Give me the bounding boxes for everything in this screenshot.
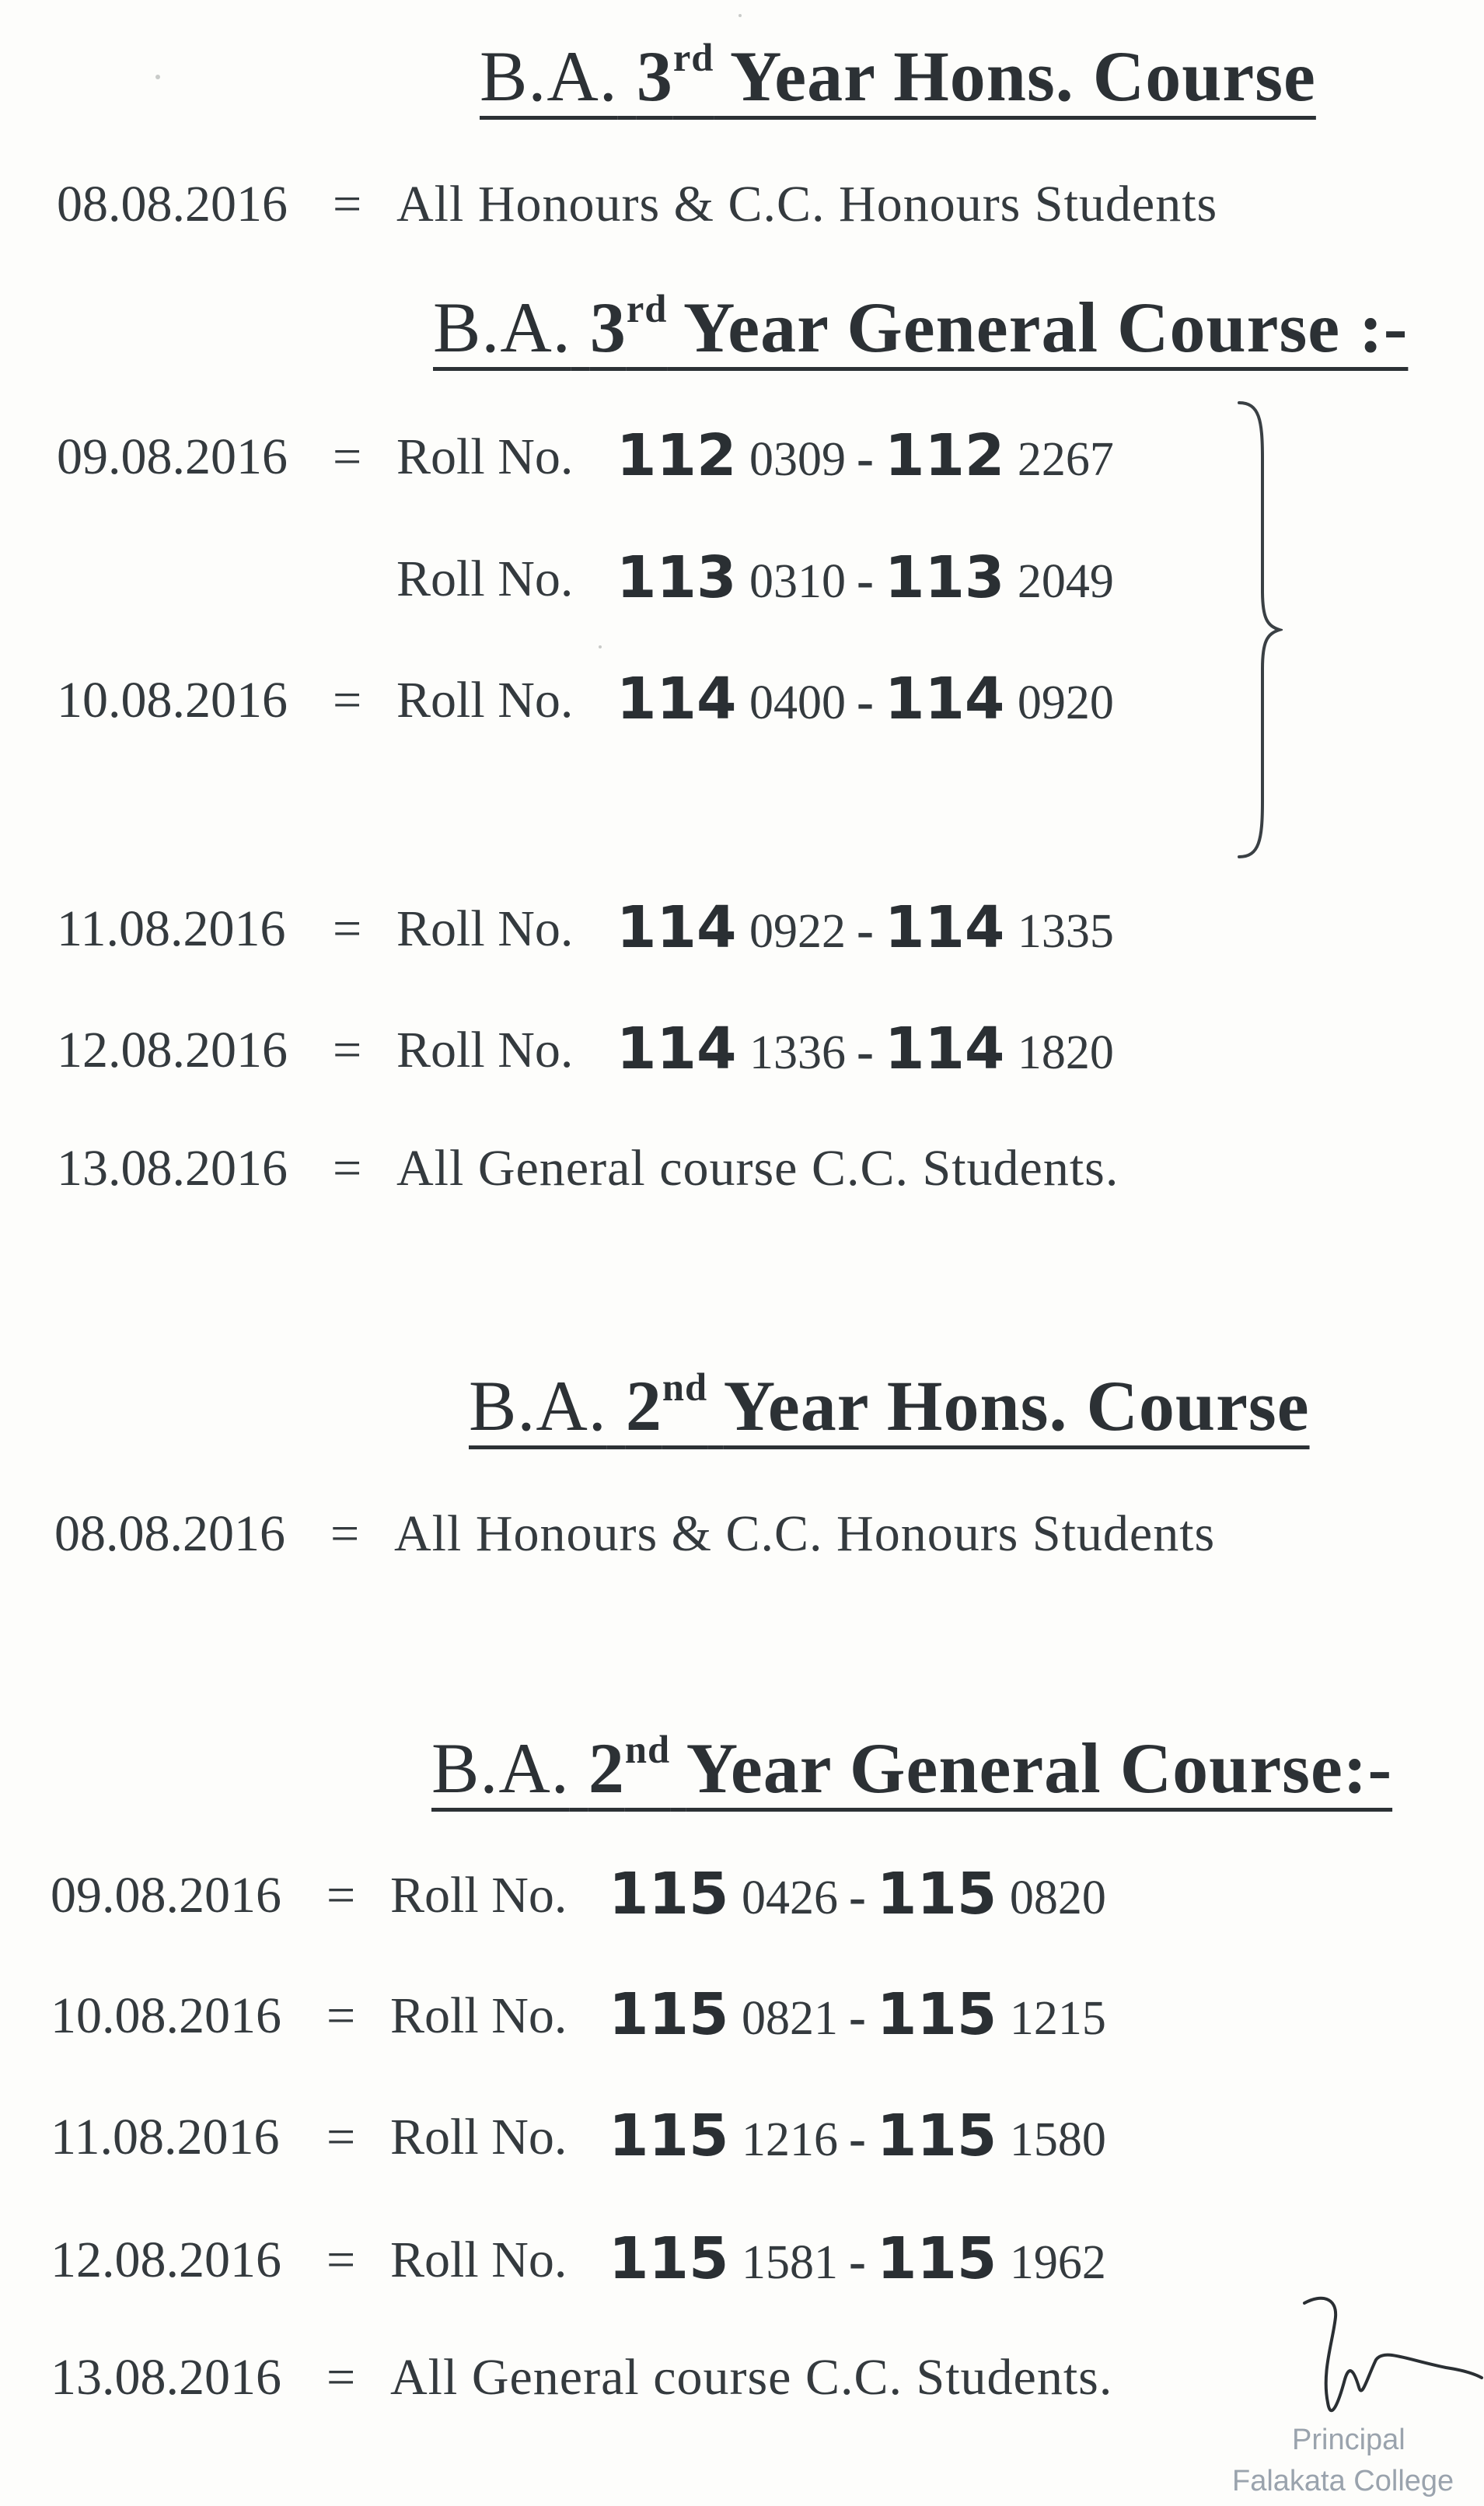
roll-range [609,1981,1106,2048]
roll-to-num: 0820 [1009,1872,1106,1924]
roll-range [609,1861,1106,1928]
row-date: 08.08.2016 [54,1505,285,1562]
heading-year-sup: rd [626,287,668,331]
roll-to-prefix: 114 [884,666,1005,732]
heading-year-num: 3 [636,37,673,116]
row-description: All Honours & C.C. Honours Students [394,1505,1216,1562]
scan-speck [599,645,602,648]
heading-prefix: B.A. [431,1728,570,1808]
roll-from-prefix: 115 [609,2225,729,2292]
roll-from-num: 1216 [741,2113,838,2166]
roll-to-num: 1335 [1017,905,1114,958]
roll-range [609,2225,1106,2292]
row-date: 13.08.2016 [57,1140,288,1197]
roll-to-prefix: 114 [884,894,1005,961]
roll-from-prefix: 114 [616,666,737,732]
roll-dash: - [856,552,874,609]
roll-to-prefix: 115 [876,1861,997,1928]
row-equals: = [333,672,362,729]
stamp-org: Falakata College [1232,2465,1454,2497]
row-date: 09.08.2016 [51,1867,281,1924]
roll-to-num: 1215 [1009,1992,1106,2045]
roll-from-num: 1336 [749,1026,846,1079]
roll-from-prefix: 112 [616,422,737,489]
heading-rest: Year Hons. Course [730,37,1316,116]
roll-range [616,1015,1114,1082]
roll-label: Roll No. [396,550,574,607]
row-equals: = [333,428,362,485]
row-date: 12.08.2016 [51,2232,281,2288]
roll-from-prefix: 114 [616,894,737,961]
row-date: 11.08.2016 [51,2109,280,2165]
roll-dash: - [856,673,874,730]
roll-to-num: 1820 [1017,1026,1114,1079]
roll-dash: - [848,2233,866,2290]
heading-ba-3rd-hons [480,36,1316,116]
roll-range [616,666,1114,732]
row-equals: = [333,900,362,957]
roll-label: Roll No. [390,1867,567,1924]
roll-label: Roll No. [396,672,574,729]
roll-from-prefix: 113 [616,544,737,611]
roll-label: Roll No. [396,1022,574,1078]
roll-dash: - [856,430,874,487]
roll-dash: - [856,902,874,959]
roll-to-num: 1962 [1009,2236,1106,2289]
row-equals: = [326,2349,356,2406]
roll-to-prefix: 115 [876,1981,997,2048]
roll-to-prefix: 115 [876,2102,997,2169]
roll-from-num: 0922 [749,905,846,958]
roll-label: Roll No. [390,2109,567,2165]
row-date: 11.08.2016 [57,900,286,957]
row-date: 13.08.2016 [51,2349,281,2406]
roll-from-prefix: 114 [616,1015,737,1082]
row-date: 08.08.2016 [57,176,288,232]
row-date: 10.08.2016 [57,672,288,729]
roll-from-prefix: 115 [609,1981,729,2048]
roll-label: Roll No. [390,2232,567,2288]
roll-from-num: 0821 [741,1992,838,2045]
row-equals: = [326,2109,356,2165]
roll-to-prefix: 113 [884,544,1005,611]
roll-range [616,422,1114,489]
roll-from-num: 0426 [741,1872,838,1924]
roll-dash: - [856,1023,874,1080]
roll-to-prefix: 115 [876,2225,997,2292]
row-date: 10.08.2016 [51,1987,281,2044]
roll-to-prefix: 112 [884,422,1005,489]
row-date: 09.08.2016 [57,428,288,485]
heading-year-num: 2 [625,1366,662,1445]
right-curly-brace-icon [1236,397,1283,863]
heading-prefix: B.A. [433,288,571,367]
scan-speck [739,14,742,17]
roll-label: Roll No. [390,1987,567,2044]
roll-label: Roll No. [396,428,574,485]
row-equals: = [326,1987,356,2044]
roll-to-prefix: 114 [884,1015,1005,1082]
heading-year-sup: nd [662,1365,708,1410]
heading-rest: Year General Course:- [686,1728,1393,1808]
heading-prefix: B.A. [480,37,618,116]
heading-year-sup: nd [624,1728,671,1772]
row-description: All Honours & C.C. Honours Students [396,176,1218,232]
roll-to-num: 2267 [1017,433,1114,486]
roll-label: Roll No. [396,900,574,957]
roll-dash: - [848,1868,866,1925]
roll-from-num: 0309 [749,433,846,486]
heading-year-num: 2 [588,1728,625,1808]
heading-rest: Year Hons. Course [723,1366,1310,1445]
heading-ba-2nd-hons [469,1365,1310,1445]
row-equals: = [326,1867,356,1924]
row-equals: = [333,1022,362,1078]
roll-to-num: 0920 [1017,676,1114,729]
heading-ba-2nd-general [431,1728,1393,1808]
roll-from-num: 0310 [749,555,846,608]
roll-to-num: 1580 [1009,2113,1106,2166]
row-equals: = [330,1505,360,1562]
scan-speck [155,75,160,79]
roll-to-num: 2049 [1017,555,1114,608]
row-description: All General course C.C. Students. [390,2349,1113,2406]
heading-ba-3rd-general [433,287,1409,367]
roll-from-prefix: 115 [609,1861,729,1928]
roll-range [616,544,1114,611]
row-equals: = [326,2232,356,2288]
roll-dash: - [848,2110,866,2167]
roll-range [609,2102,1106,2169]
signature-icon [1290,2286,1484,2441]
roll-from-num: 0400 [749,676,846,729]
row-date: 12.08.2016 [57,1022,288,1078]
row-description: All General course C.C. Students. [396,1140,1119,1197]
stamp-title: Principal [1292,2424,1405,2456]
row-equals: = [333,1140,362,1197]
roll-from-prefix: 115 [609,2102,729,2169]
heading-prefix: B.A. [469,1366,607,1445]
heading-year-sup: rd [672,36,714,80]
roll-dash: - [848,1989,866,2046]
row-equals: = [333,176,362,232]
roll-range [616,894,1114,961]
roll-from-num: 1581 [741,2236,838,2289]
heading-year-num: 3 [589,288,627,367]
heading-rest: Year General Course :- [683,288,1409,367]
